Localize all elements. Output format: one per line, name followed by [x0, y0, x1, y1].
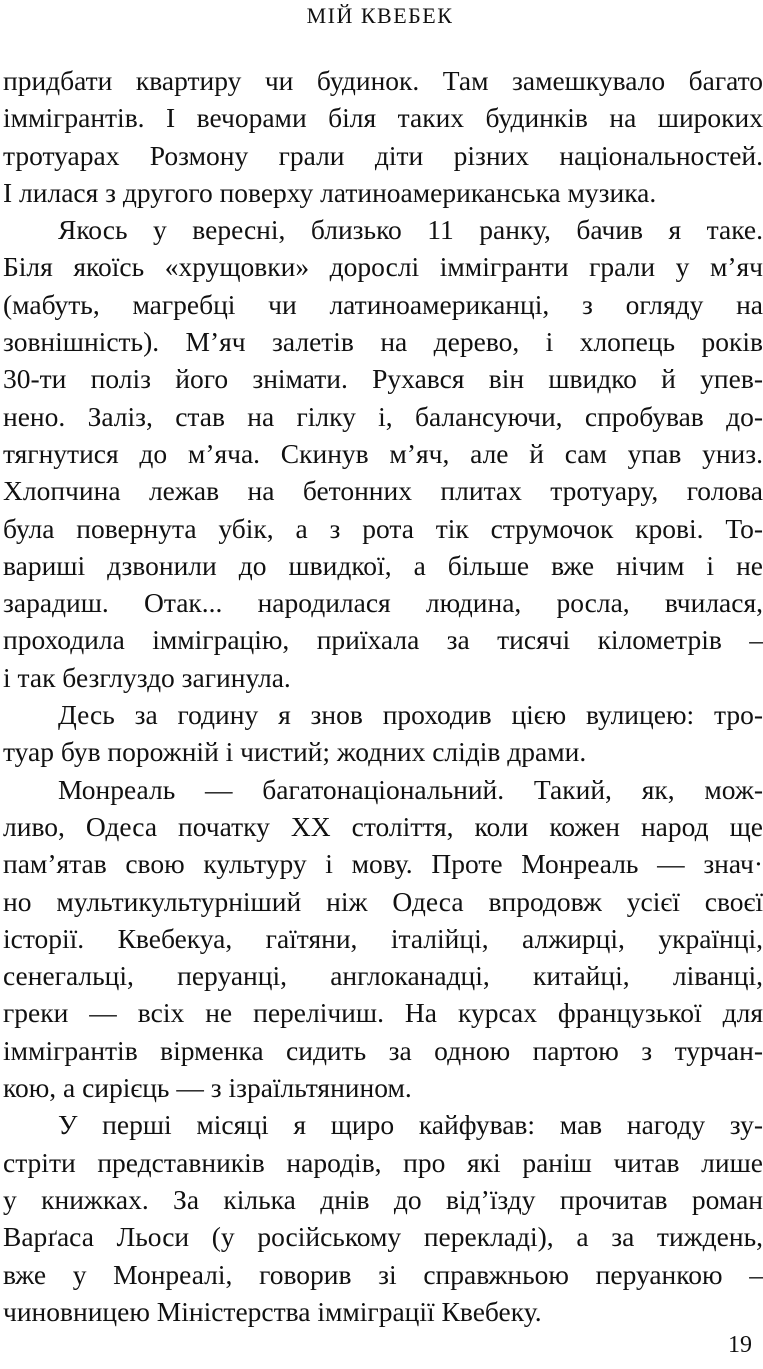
paragraph [3, 696, 763, 771]
text-line: (мабуть, магребці чи латиноамериканці, з огляду на [3, 288, 763, 320]
text-line: Десь за годину я знов проходив цією вулицею: тро- [58, 699, 763, 731]
text-line: ливо, Одеса початку XX століття, коли кожен народ ще [3, 810, 763, 842]
text-line: придбати квартиру чи будинок. Там замешкувало багато [3, 65, 763, 96]
text-line: но мультикультурніший ніж Одеса впродовж усієї своєї [3, 885, 763, 917]
text-line: греки — всіх не перелічиш. На курсах французької для [3, 997, 763, 1029]
text-line: кою, а сирієць — з ізраїльтянином. [3, 1072, 412, 1104]
text-line: Хлопчина лежав на бетонних плитах тротуару, голова [3, 475, 763, 507]
text-line: у книжках. За кілька днів до від’їзду прочитав роман [3, 1183, 763, 1215]
text-line: іммігрантів вірменка сидить за одною партою з турчан- [3, 1034, 763, 1066]
text-line: чиновницею Міністерства імміграції Квебеку. [3, 1295, 542, 1327]
text-line: вже у Монреалі, говорив зі справжньою перуанкою – [3, 1258, 763, 1290]
paragraph [3, 771, 763, 1107]
text-line: Монреаль — багатонаціональний. Такий, як, мож- [58, 773, 763, 805]
text-line: нено. Заліз, став на гілку і, балансуючи, спробував до- [3, 400, 763, 432]
paragraph [3, 1106, 763, 1330]
body-text [3, 62, 763, 1330]
text-line: зовнішність). М’яч залетів на дерево, і хлопець років [3, 326, 763, 358]
text-line: історії. Квебекуа, гаїтяни, італійці, алжирці, українці, [3, 922, 763, 954]
text-line: стріти представників народів, про які раніш читав лише [3, 1146, 763, 1178]
text-line: проходила імміграцію, приїхала за тисячі кілометрів – [3, 624, 763, 656]
text-line: зарадиш. Отак... народилася людина, росла, вчилася, [3, 587, 763, 619]
text-line: Варґаса Льоси (у російському перекладі), а за тиждень, [3, 1221, 763, 1253]
running-head: МІЙ КВЕБЕК [306, 3, 454, 28]
text-line: була повернута убік, а з рота тік струмочок крові. То- [3, 512, 763, 544]
text-line: 30-ти поліз його знімати. Рухався він швидко й упев- [3, 363, 763, 395]
paragraph [3, 211, 763, 696]
text-line: туар був порожній і чистий; жодних слідів драми. [3, 736, 587, 768]
page-number: 19 [728, 1332, 752, 1358]
text-line: вариші дзвонили до швидкої, а більше вже нічим і не [3, 549, 763, 581]
text-line: сенегальці, перуанці, англоканадці, китайці, ліванці, [3, 960, 763, 992]
text-line: пам’ятав свою культуру і мову. Проте Монреаль — знач· [3, 848, 763, 880]
text-line: тротуарах Розмону грали діти різних національностей. [3, 139, 763, 171]
text-line: і так безглуздо загинула. [3, 661, 291, 693]
text-line: У перші місяці я щиро кайфував: мав нагоду зу- [58, 1109, 763, 1141]
text-line: І лилася з другого поверху латиноамериканська музика. [3, 176, 657, 208]
text-line: іммігрантів. І вечорами біля таких будинків на широких [3, 102, 763, 134]
text-line: тягнутися до м’яча. Скинув м’яч, але й сам упав униз. [3, 437, 763, 469]
paragraph [3, 62, 763, 211]
text-line: Біля якоїсь «хрущовки» дорослі іммігранти грали у м’яч [3, 251, 763, 283]
text-line: Якось у вересні, близько 11 ранку, бачив я таке. [58, 214, 763, 246]
